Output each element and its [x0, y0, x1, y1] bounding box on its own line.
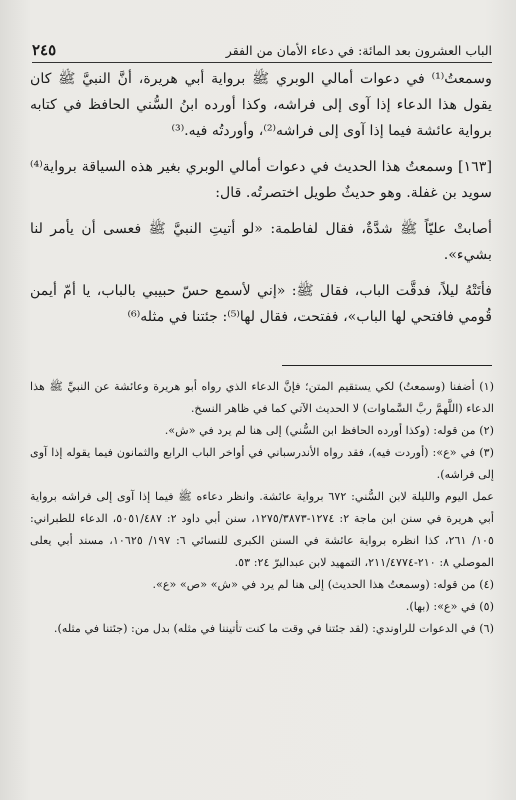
footnote-continuation: عمل اليوم والليلة لابن السُّني: ٦٧٢ برواية عائشة. وانظر دعاءه ﷺ فيما إذا آوى إلى فراشه برواية أبي هريرة في سنن ابن ماجة ٢: ١٢٧٤-١٢٧٥/٣٨٧٣، سنن أبي داود ٢: ٥٠٥١/٤٨٧، الدعاء للطبراني: ١٠٥/ ٢٦١، كذا انظره برواية عائشة في السنن الكبرى للنسائي ٦: ١٩٧/ ١٠٦٢٥، مسند أبي يعلى الموصلي ٨: ٢١٠-٢١١/٤٧٧٤، التمهيد لابن عبدالبرّ ٢٤: ٥٣. — [30, 490, 494, 569]
footnote: (١) أضفنا (وسمعتُ) لكي يستقيم المتن؛ فإنَّ الدعاء الذي رواه أبو هريرة وعائشة عن النبيِّ ﷺ هذا الدعاء (اللَّهمَّ ربَّ السَّماوات) لا الحديث الآتي كما في ظاهر النسخ. — [30, 380, 494, 415]
footnote: (٤) من قوله: (وسمعتُ هذا الحديث) إلى هنا لم يرد في «ش» «ص» «ع». — [152, 578, 494, 591]
footnote: (٥) في «ع»: (بها). — [405, 600, 494, 613]
page-number: ٢٤٥ — [32, 41, 57, 59]
chapter-title: الباب العشرون بعد المائة: في دعاء الأمان من الفقر — [225, 42, 492, 58]
main-paragraph-3: أصابتْ عليّاً ﷺ شدَّةٌ، فقال لفاطمة: «لو أتيتِ النبيَّ ﷺ فعسى أن يأمر لنا بشيء». — [30, 221, 492, 263]
footnote: (٦) في الدعوات للراوندي: (لقد جئتنا في وقت ما كنت تأتيننا في مثله) بدل من: (جئتنا في مثله). — [53, 622, 494, 635]
footnotes — [30, 376, 494, 640]
main-paragraph-4: فأتَتْهُ ليلاً، فدقَّت الباب، فقال ﷺ: «إني لأسمع حسّ حبيبي بالباب، يا أمّ أيمن قُومي فافتحي لها الباب»، ففتحت، فقال لها⁽⁵⁾: جئتنا في مثله⁽⁶⁾ — [30, 283, 492, 325]
main-paragraph-2: [١٦٣] وسمعتُ هذا الحديث في دعوات أمالي الوبري بغير هذه السياقة برواية⁽⁴⁾ سويد بن غفلة. وهو حديثٌ طويل اختصرتُه. قال: — [30, 159, 492, 201]
footnote-separator — [282, 365, 492, 366]
main-paragraph-1: وسمعتُ⁽¹⁾ في دعوات أمالي الوبري ﷺ برواية أبي هريرة، أنَّ النبيَّ ﷺ كان يقول هذا الدعاء إذا آوى إلى فراشه، وكذا أورده ابنُ السُّني الحافظ في كتابه برواية عائشة فيما إذا آوى إلى فراشه⁽²⁾، وأوردتُه فيه.⁽³⁾ — [30, 71, 492, 139]
footnote: (٣) في «ع»: (أوردت فيه)، فقد رواه الأندرسباني في أواخر الباب الرابع والثمانون فيما يقوله إذا آوى إلى فراشه). — [30, 446, 494, 481]
running-header — [32, 38, 492, 63]
footnote: (٢) من قوله: (وكذا أورده الحافظ ابن السُّني) إلى هنا لم يرد في «ش». — [164, 424, 494, 437]
main-text — [30, 66, 492, 330]
